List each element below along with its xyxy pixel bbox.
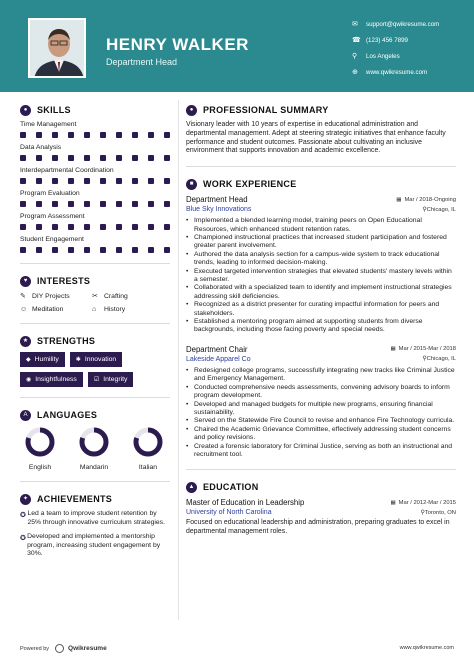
job-title: Department Chair	[186, 344, 248, 354]
calendar-icon: ▦	[396, 196, 402, 203]
skill-rating	[20, 247, 170, 253]
history-icon: ⌂	[92, 306, 97, 313]
education-dates: ▦ Mar / 2012-Mar / 2015	[390, 499, 456, 506]
candidate-title: Department Head	[106, 57, 178, 67]
interest-item: ✂ Crafting	[92, 292, 128, 300]
rating-dot	[20, 132, 26, 138]
location-icon: ⚲	[420, 509, 425, 516]
email-icon: ✉	[352, 21, 358, 28]
rating-dot	[100, 247, 106, 253]
rating-dot	[116, 201, 122, 207]
rating-dot	[84, 224, 90, 230]
job-entry	[186, 345, 456, 459]
rating-dot	[52, 178, 58, 184]
languages-list	[20, 426, 170, 471]
strength-tag: ✱ Innovation	[70, 352, 122, 367]
rating-dot	[132, 132, 138, 138]
contact-location: ⚲ Los Angeles	[352, 52, 400, 60]
rating-dot	[52, 224, 58, 230]
summary-text: Visionary leader with 10 years of expertise in educational administration and departmental management. Adept at steering strategic initiatives that enhance faculty performance and student outcomes. Passionate about cultivating an inclusive environment that supports innovation and academic excellence.	[186, 121, 446, 155]
qwikresume-logo-icon	[55, 644, 64, 653]
skill-rating	[20, 132, 170, 138]
rating-dot	[148, 224, 154, 230]
skill-rating	[20, 155, 170, 161]
experience-heading: ■ WORK EXPERIENCE	[186, 177, 456, 191]
rating-dot	[164, 132, 170, 138]
skills-icon: ●	[20, 105, 31, 116]
job-dates: ▦ Mar / 2018-Ongoing	[396, 196, 456, 203]
contact-website[interactable]: ⊕ www.qwikresume.com	[352, 68, 428, 76]
bullet-item: • Developed and managed budgets for multiple new programs, ensuring financial sustainability.	[186, 401, 456, 418]
rating-dot	[100, 224, 106, 230]
language-item: Italian	[128, 426, 168, 471]
rating-dot	[36, 201, 42, 207]
skill-item: Data Analysis	[20, 144, 170, 161]
section-divider	[20, 397, 170, 398]
calendar-icon: ▦	[390, 499, 396, 506]
rating-dot	[116, 178, 122, 184]
rating-dot	[132, 155, 138, 161]
interests-list	[20, 292, 170, 313]
interest-item: ☺ Meditation	[20, 306, 64, 313]
bullet-item: • Served on the Statewide Fire Council to revise and enhance Fire Technology curricula.	[186, 417, 456, 425]
language-item: Mandarin	[74, 426, 114, 471]
insight-icon: ◉	[26, 377, 32, 383]
education-text: Focused on educational leadership and administration, preparing graduates to excel in departmental management roles.	[186, 519, 450, 536]
award-icon: ✪	[20, 535, 26, 543]
bullet-item: • Authored the data analysis section for a campus-wide system to track educational trends, leading to informed decision-making.	[186, 251, 456, 268]
rating-dot	[148, 201, 154, 207]
innovation-icon: ✱	[75, 357, 81, 363]
humility-icon: ◆	[26, 357, 31, 363]
rating-dot	[164, 201, 170, 207]
contact-email[interactable]: ✉ support@qwikresume.com	[352, 20, 440, 28]
school-name: University of North Carolina	[186, 509, 272, 517]
profile-photo	[28, 18, 86, 78]
rating-dot	[148, 132, 154, 138]
candidate-name: HENRY WALKER	[106, 35, 249, 54]
section-divider	[20, 323, 170, 324]
rating-dot	[148, 178, 154, 184]
company-name: Blue Sky Innovations	[186, 206, 252, 214]
bullet-item: • Executed targeted intervention strategies that elevated students' mastery levels within a semester.	[186, 268, 456, 285]
page-footer: Powered by Qwikresume www.qwikresume.com	[20, 645, 454, 652]
language-gauge	[78, 426, 110, 458]
rating-dot	[20, 178, 26, 184]
rating-dot	[100, 132, 106, 138]
rating-dot	[52, 247, 58, 253]
skills-list	[20, 121, 170, 253]
left-column	[20, 103, 170, 565]
rating-dot	[68, 178, 74, 184]
location-icon: ⚲	[422, 356, 427, 363]
strength-tag: ☑ Integrity	[88, 372, 134, 387]
bullet-item: • Conducted comprehensive needs assessments, convening advisory boards to inform program development.	[186, 384, 456, 401]
skill-item: Time Management	[20, 121, 170, 138]
summary-icon: ●	[186, 105, 197, 116]
briefcase-icon: ■	[186, 179, 197, 190]
graduation-cap-icon: ▲	[186, 482, 197, 493]
job-title: Department Head	[186, 195, 248, 205]
rating-dot	[84, 247, 90, 253]
footer-url[interactable]: www.qwikresume.com	[399, 645, 454, 651]
rating-dot	[36, 247, 42, 253]
rating-dot	[36, 178, 42, 184]
rating-dot	[36, 155, 42, 161]
language-item: English	[20, 426, 60, 471]
job-bullets	[186, 367, 456, 459]
achievements-list	[20, 510, 170, 559]
achievements-heading: ✦ ACHIEVEMENTS	[20, 492, 170, 506]
rating-dot	[100, 201, 106, 207]
rating-dot	[52, 155, 58, 161]
section-divider	[186, 166, 456, 167]
job-entry	[186, 195, 456, 335]
rating-dot	[164, 155, 170, 161]
skill-rating	[20, 201, 170, 207]
website-icon: ⊕	[352, 69, 358, 76]
interests-icon: ♥	[20, 276, 31, 287]
integrity-icon: ☑	[93, 377, 100, 383]
job-dates: ▦ Mar / 2015-Mar / 2018	[390, 346, 456, 353]
summary-heading: ● PROFESSIONAL SUMMARY	[186, 103, 456, 117]
contact-phone[interactable]: ☎ (123) 456 7899	[352, 36, 408, 44]
rating-dot	[52, 201, 58, 207]
skills-heading: ● SKILLS	[20, 103, 170, 117]
bullet-item: • Redesigned college programs, successfully integrating new tracks like Criminal Justice and Emergency Management.	[186, 367, 456, 384]
rating-dot	[84, 155, 90, 161]
phone-icon: ☎	[352, 37, 361, 44]
bullet-item: • Chaired the Academic Grievance Committee, effectively addressing student concerns and policy revisions.	[186, 426, 456, 443]
bullet-item: • Recognized as a district presenter for curating impactful information for peers and stakeholders.	[186, 301, 456, 318]
diy-icon: ✎	[20, 293, 26, 300]
skill-item: Program Assessment	[20, 213, 170, 230]
job-bullets	[186, 217, 456, 335]
rating-dot	[20, 224, 26, 230]
rating-dot	[116, 224, 122, 230]
skill-rating	[20, 178, 170, 184]
rating-dot	[68, 224, 74, 230]
section-divider	[20, 263, 170, 264]
rating-dot	[52, 132, 58, 138]
degree-name: Master of Education in Leadership	[186, 498, 305, 508]
languages-heading: A LANGUAGES	[20, 408, 170, 422]
rating-dot	[68, 155, 74, 161]
rating-dot	[84, 201, 90, 207]
strength-tag: ◆ Humility	[20, 352, 65, 367]
interest-item: ⌂ History	[92, 306, 126, 313]
rating-dot	[116, 132, 122, 138]
rating-dot	[84, 132, 90, 138]
award-icon: ✪	[20, 512, 26, 519]
rating-dot	[20, 201, 26, 207]
achievement-item: ✪ Developed and implemented a mentorship program, increasing student engagement by 30%.	[20, 533, 161, 558]
rating-dot	[36, 132, 42, 138]
languages-icon: A	[20, 410, 31, 421]
bullet-item: • Created a forensic laboratory for Criminal Justice, serving as both an instructional and recruitment tool.	[186, 443, 456, 460]
rating-dot	[132, 178, 138, 184]
achievement-item: ✪ Led a team to improve student retention by 25% through innovative curriculum strategies.	[20, 510, 165, 526]
strengths-list	[20, 352, 170, 387]
right-column	[186, 103, 456, 537]
bullet-item: • Collaborated with a specialized team to identify and implement instructional strategies addressing skill deficiencies.	[186, 284, 456, 301]
skill-item: Program Evaluation	[20, 190, 170, 207]
rating-dot	[148, 247, 154, 253]
rating-dot	[164, 224, 170, 230]
bullet-item: • Championed instructional practices that increased student participation and fostered greater parent involvement.	[186, 234, 456, 251]
interest-item: ✎ DIY Projects	[20, 292, 70, 300]
location-icon: ⚲	[352, 53, 358, 60]
rating-dot	[164, 247, 170, 253]
strengths-heading: ★ STRENGTHS	[20, 334, 170, 348]
rating-dot	[132, 247, 138, 253]
interests-heading: ♥ INTERESTS	[20, 274, 170, 288]
language-gauge	[132, 426, 164, 458]
job-location: ⚲Chicago, IL	[422, 356, 456, 363]
bullet-item: • Established a mentoring program aimed at supporting students from diverse backgrounds, including those facing poverty and special needs.	[186, 318, 456, 335]
achievements-icon: ✦	[20, 494, 31, 505]
rating-dot	[84, 178, 90, 184]
skill-item: Student Engagement	[20, 236, 170, 253]
calendar-icon: ▦	[390, 346, 396, 353]
education-heading: ▲ EDUCATION	[186, 480, 456, 494]
resume-header	[0, 0, 474, 92]
skill-rating	[20, 224, 170, 230]
skill-item: Interdepartmental Coordination	[20, 167, 170, 184]
rating-dot	[116, 155, 122, 161]
job-location: ⚲Chicago, IL	[422, 206, 456, 213]
education-entry	[186, 498, 456, 537]
crafting-icon: ✂	[92, 293, 98, 300]
rating-dot	[116, 247, 122, 253]
rating-dot	[100, 178, 106, 184]
column-divider	[178, 100, 179, 620]
meditation-icon: ☺	[20, 306, 28, 313]
rating-dot	[20, 247, 26, 253]
rating-dot	[68, 132, 74, 138]
contact-list	[352, 16, 439, 80]
education-location: ⚲Toronto, ON	[420, 509, 456, 516]
rating-dot	[164, 178, 170, 184]
strength-tag: ◉ Insightfulness	[20, 372, 83, 387]
rating-dot	[148, 155, 154, 161]
rating-dot	[100, 155, 106, 161]
bullet-item: • Implemented a blended learning model, training peers on Open Educational Resources, which enhanced student retention rates.	[186, 217, 456, 234]
company-name: Lakeside Apparel Co	[186, 355, 251, 363]
rating-dot	[68, 247, 74, 253]
language-gauge	[24, 426, 56, 458]
location-icon: ⚲	[422, 206, 427, 213]
section-divider	[20, 481, 170, 482]
rating-dot	[68, 201, 74, 207]
section-divider	[186, 469, 456, 470]
strengths-icon: ★	[20, 336, 31, 347]
rating-dot	[132, 224, 138, 230]
rating-dot	[20, 155, 26, 161]
rating-dot	[36, 224, 42, 230]
rating-dot	[132, 201, 138, 207]
